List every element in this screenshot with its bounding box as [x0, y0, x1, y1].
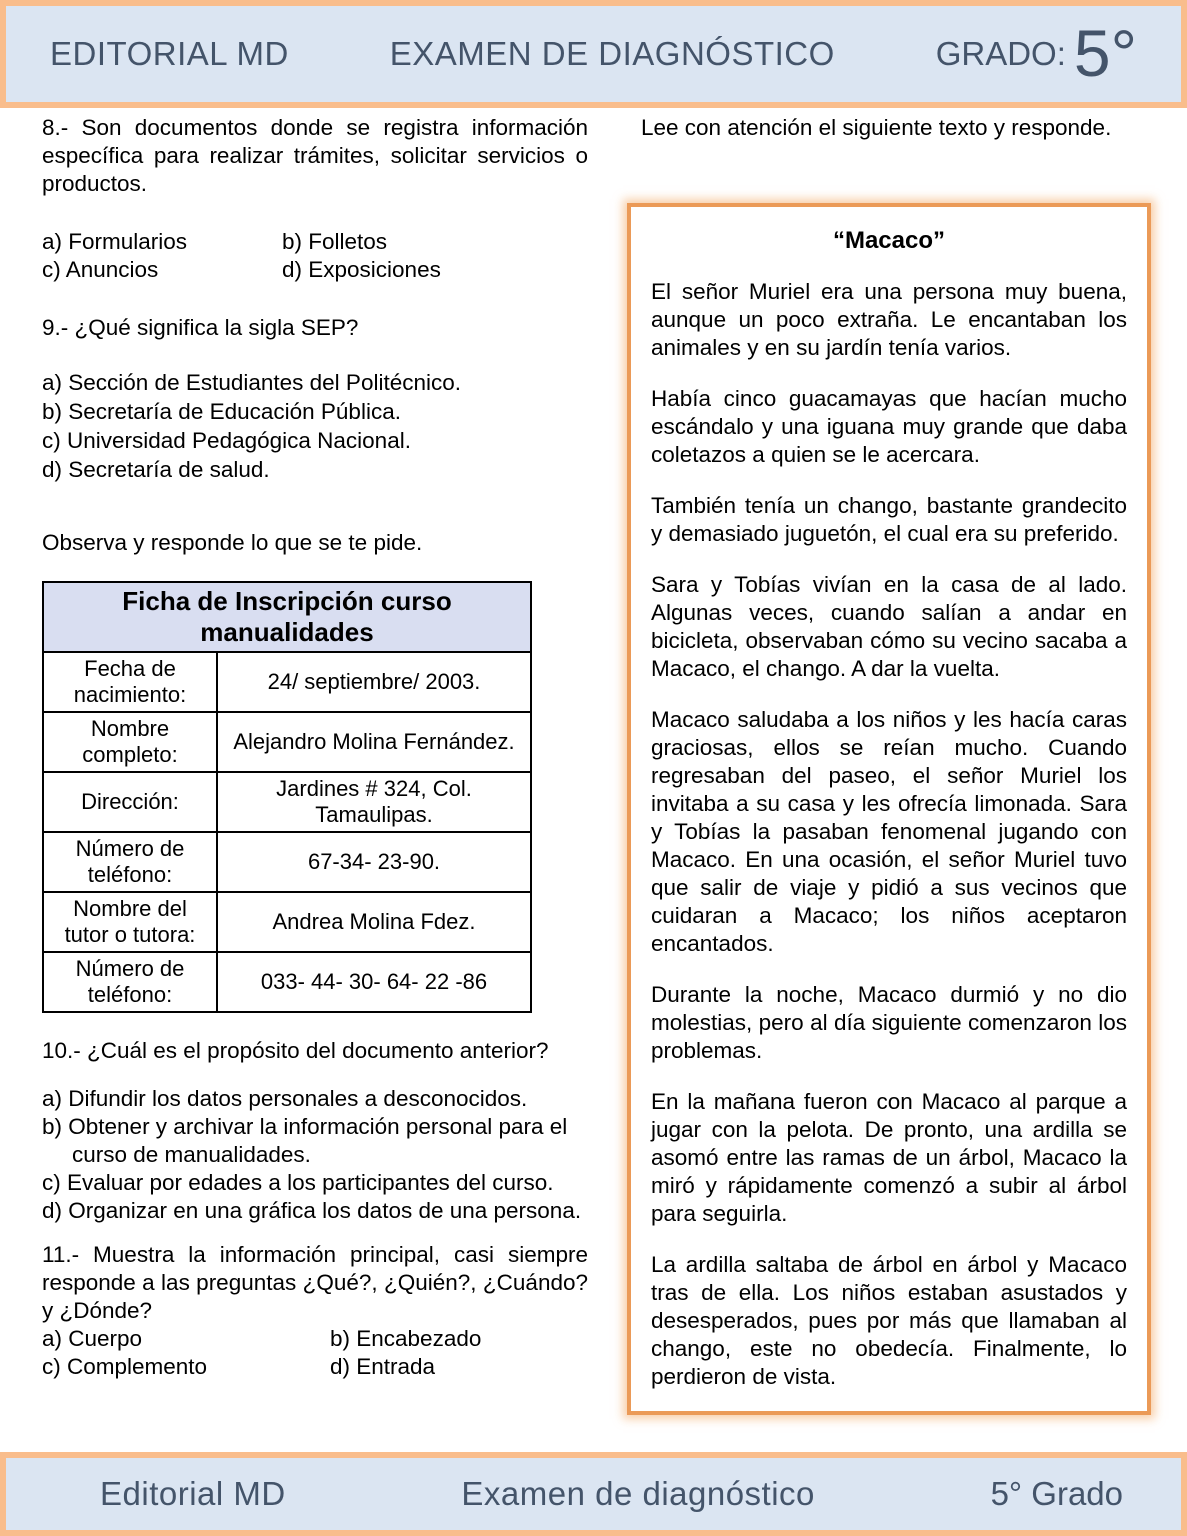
header-title: EXAMEN DE DIAGNÓSTICO [389, 35, 835, 72]
q11-option-a: a) Cuerpo [42, 1326, 143, 1351]
form-row-value: 67-34- 23-90. [217, 832, 531, 892]
right-column [627, 114, 1151, 1415]
story-paragraph: El señor Muriel era una persona muy buena, aunque un poco extraña. Le encantaban los animales y en su jardín tenía varios. [651, 279, 1127, 360]
footer-brand: Editorial MD [100, 1475, 286, 1512]
story-paragraph: En la mañana fueron con Macaco al parque a jugar con la pelota. De pronto, una ardilla se asomó entre las ramas de un árbol, Macaco la miró y rápidamente comenzó a subir al árbol para seguirla. [651, 1089, 1127, 1226]
story-paragraph: Había cinco guacamayas que hacían mucho escándalo y una iguana muy grande que daba coletazos a quien se le acercara. [651, 386, 1127, 467]
form-row-value: 24/ septiembre/ 2003. [217, 652, 531, 712]
question-11 [42, 1241, 588, 1381]
story-paragraph: Macaco saludaba a los niños y les hacía caras graciosas, ellos se reían mucho. Cuando regresaban del paseo, el señor Muriel los invitaba a su casa y les ofrecía limonada. Sara y Tobías la pasaban fenomenal jugando con Macaco. En una ocasión, el señor Muriel tuvo que salir de viaje y pidió a sus vecinos que cuidaran a Macaco; los niños aceptaron encantados. [651, 707, 1127, 956]
question-8-options [42, 228, 588, 284]
question-9-stem: 9.- ¿Qué significa la sigla SEP? [42, 315, 359, 340]
table-row [43, 652, 531, 712]
reading-instruction: Lee con atención el siguiente texto y responde. [641, 115, 1112, 140]
table-row [43, 772, 531, 832]
form-row-value: Jardines # 324, Col. Tamaulipas. [217, 772, 531, 832]
left-column [42, 114, 588, 1381]
q9-option-c: c) Universidad Pedagógica Nacional. [42, 428, 411, 453]
footer-bar [0, 1452, 1187, 1536]
story-box [627, 203, 1151, 1415]
q8-option-c: c) Anuncios [42, 257, 159, 282]
form-title-row [43, 582, 531, 652]
table-row [43, 952, 531, 1012]
form-row-value: Andrea Molina Fdez. [217, 892, 531, 952]
header-brand: EDITORIAL MD [50, 35, 289, 72]
grade-value: 5° [1073, 16, 1137, 91]
q11-option-d: d) Entrada [330, 1354, 436, 1379]
question-10 [42, 1037, 588, 1225]
story-paragraph: Durante la noche, Macaco durmió y no dio molestias, pero al día siguiente comenzaron los problemas. [651, 982, 1127, 1063]
table-row [43, 892, 531, 952]
header-grade [935, 16, 1137, 91]
footer-title: Examen de diagnóstico [461, 1475, 815, 1512]
form-title: Ficha de Inscripción curso manualidades [43, 582, 531, 652]
registration-form-table [42, 581, 532, 1013]
form-row-value: 033- 44- 30- 64- 22 -86 [217, 952, 531, 1012]
story-paragraph: Sara y Tobías vivían en la casa de al lado. Algunas veces, cuando salían a andar en bicicleta, observaban cómo su vecino sacaba a Macaco, el chango. A dar la vuelta. [651, 572, 1127, 681]
form-row-label: Fecha de nacimiento: [43, 652, 217, 712]
question-11-stem: 11.- Muestra la información principal, casi siempre responde a las preguntas ¿Qué?, ¿Quién?, ¿Cuándo? y ¿Dónde? [42, 1242, 588, 1323]
story-paragraph: También tenía un chango, bastante grandecito y demasiado juguetón, el cual era su preferido. [651, 493, 1127, 546]
header-bar [0, 0, 1187, 108]
form-row-label: Nombre completo: [43, 712, 217, 772]
form-row-label: Número de teléfono: [43, 832, 217, 892]
q11-option-c: c) Complemento [42, 1354, 208, 1379]
form-row-label: Nombre del tutor o tutora: [43, 892, 217, 952]
q9-option-a: a) Sección de Estudiantes del Politécnico. [42, 370, 461, 395]
q9-option-b: b) Secretaría de Educación Pública. [42, 399, 401, 424]
form-row-label: Número de teléfono: [43, 952, 217, 1012]
q8-option-b: b) Folletos [282, 229, 388, 254]
q9-option-d: d) Secretaría de salud. [42, 457, 270, 482]
q8-option-a: a) Formularios [42, 229, 188, 254]
question-10-options [42, 1085, 588, 1225]
question-10-stem: 10.- ¿Cuál es el propósito del documento anterior? [42, 1038, 549, 1063]
q10-option-d: d) Organizar en una gráfica los datos de una persona. [42, 1198, 582, 1223]
story-title: “Macaco” [832, 227, 946, 254]
q10-option-c: c) Evaluar por edades a los participantes del curso. [42, 1170, 554, 1195]
q8-option-d: d) Exposiciones [282, 257, 441, 282]
form-row-label: Dirección: [43, 772, 217, 832]
story-paragraph: La ardilla saltaba de árbol en árbol y Macaco tras de ella. Los niños estaban asustados y desesperados, pues por más que llamaban al chango, este no obedecía. Finalmente, lo perdieron de vista. [651, 1252, 1127, 1389]
form-row-value: Alejandro Molina Fernández. [217, 712, 531, 772]
q11-option-b: b) Encabezado [330, 1326, 482, 1351]
q10-option-a: a) Difundir los datos personales a desconocidos. [42, 1086, 528, 1111]
footer-grade: 5° Grado [990, 1475, 1123, 1512]
question-9-options [42, 368, 588, 484]
grade-label: GRADO: [935, 34, 1066, 72]
table-row [43, 712, 531, 772]
observe-instruction: Observa y responde lo que se te pide. [42, 530, 423, 555]
table-row [43, 832, 531, 892]
question-8-stem: 8.- Son documentos donde se registra información específica para realizar trámites, solicitar servicios o productos. [42, 115, 588, 196]
question-11-options [42, 1325, 588, 1381]
q10-option-b: b) Obtener y archivar la información personal para el curso de manualidades. [42, 1114, 568, 1167]
